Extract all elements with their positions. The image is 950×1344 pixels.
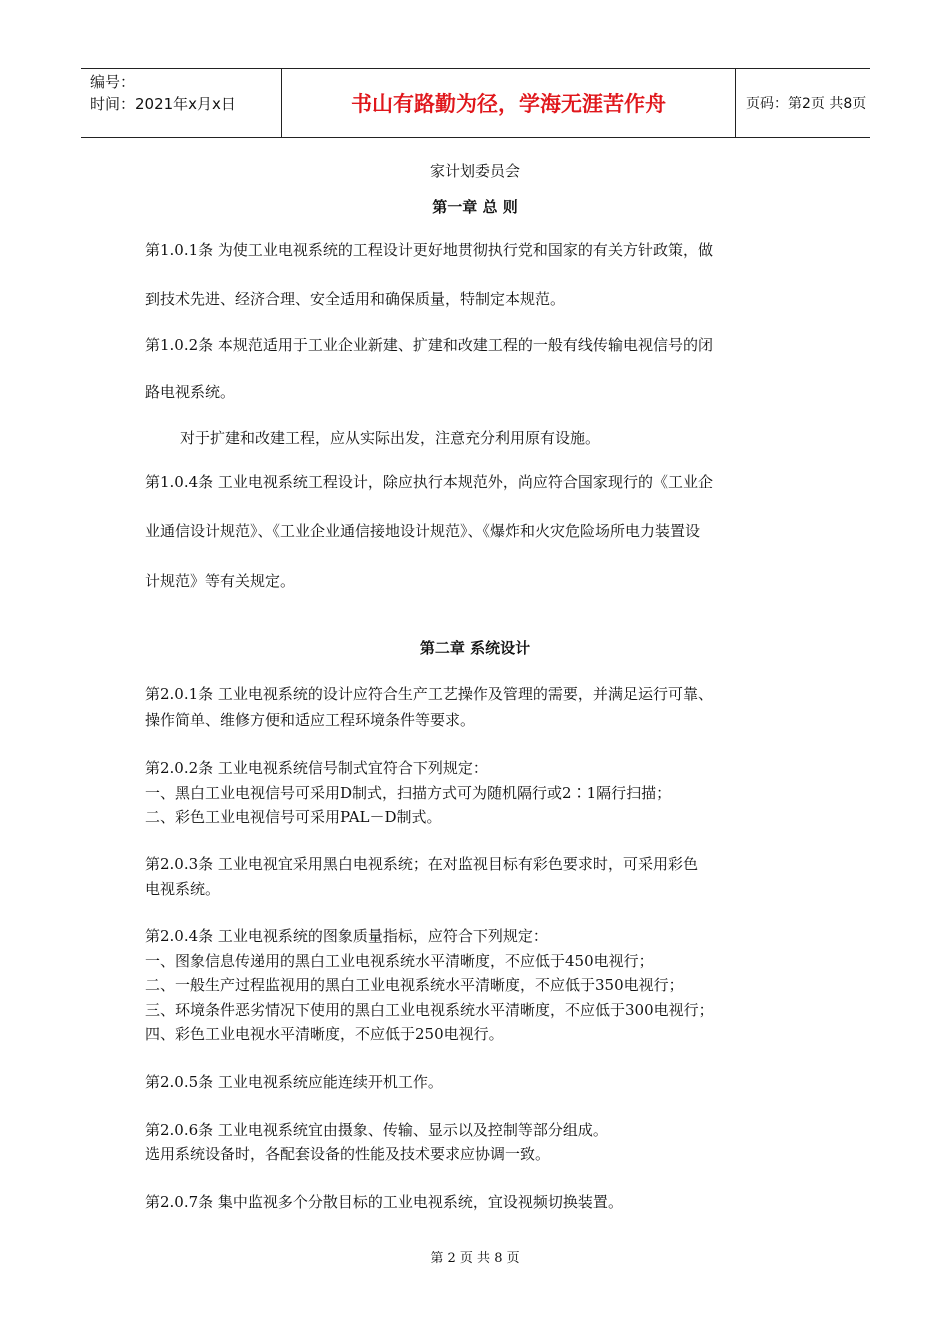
clause-1-0-4-line2: 业通信设计规范》、《工业企业通信接地设计规范》、《爆炸和火灾危险场所电力装置设: [145, 522, 701, 540]
page-footer: 第 2 页 共 8 页: [430, 1251, 520, 1266]
clause-2-0-2-line2: 一、黑白工业电视信号可采用D制式，扫描方式可为随机隔行或2∶1隔行扫描；: [145, 784, 672, 802]
clause-2-0-5: 第2.0.5条 工业电视系统应能连续开机工作。: [145, 1073, 443, 1091]
clause-1-0-1-line1: 第1.0.1条 为使工业电视系统的工程设计更好地贯彻执行党和国家的有关方针政策，做: [145, 241, 713, 259]
clause-1-0-3: 对于扩建和改建工程，应从实际出发，注意充分利用原有设施。: [180, 429, 601, 447]
clause-2-0-7: 第2.0.7条 集中监视多个分散目标的工业电视系统，宜设视频切换装置。: [145, 1193, 623, 1211]
clause-2-0-4-line1: 第2.0.4条 工业电视系统的图象质量指标，应符合下列规定：: [145, 927, 548, 945]
top-line: 家计划委员会: [429, 162, 520, 180]
clause-2-0-3-line1: 第2.0.3条 工业电视宜采用黑白电视系统；在对监视目标有彩色要求时，可采用彩色: [145, 855, 698, 873]
document-header: [81, 68, 870, 138]
clause-2-0-6-line1: 第2.0.6条 工业电视系统宜由摄象、传输、显示以及控制等部分组成。: [145, 1121, 608, 1139]
clause-2-0-1-line2: 操作简单、维修方便和适应工程环境条件等要求。: [145, 711, 476, 729]
clause-2-0-4-line3: 二、一般生产过程监视用的黑白工业电视系统水平清晰度，不应低于350电视行；: [145, 976, 684, 994]
clause-2-0-3-line2: 电视系统。: [145, 880, 221, 898]
clause-2-0-4-line5: 四、彩色工业电视水平清晰度，不应低于250电视行。: [145, 1025, 504, 1043]
clause-1-0-2-line1: 第1.0.2条 本规范适用于工业企业新建、扩建和改建工程的一般有线传输电视信号的闭: [145, 336, 713, 354]
clause-2-0-2-line3: 二、彩色工业电视信号可采用PAL－D制式。: [145, 808, 442, 826]
clause-2-0-4-line4: 三、环境条件恶劣情况下使用的黑白工业电视系统水平清晰度，不应低于300电视行；: [145, 1001, 714, 1019]
document-date-label: 时间：2021年x月x日: [90, 95, 236, 113]
clause-2-0-2-line1: 第2.0.2条 工业电视系统信号制式宜符合下列规定：: [145, 759, 488, 777]
clause-2-0-1-line1: 第2.0.1条 工业电视系统的设计应符合生产工艺操作及管理的需要，并满足运行可靠、: [145, 685, 713, 703]
header-motto: 书山有路勤为径，学海无涯苦作舟: [281, 69, 736, 137]
chapter1-title: 第一章 总 则: [432, 198, 518, 216]
clause-2-0-6-line2: 选用系统设备时，各配套设备的性能及技术要求应协调一致。: [145, 1145, 551, 1163]
chapter2-title: 第二章 系统设计: [419, 639, 531, 657]
header-page-info: 页码：第2页 共8页: [746, 96, 867, 112]
header-left-cell: [81, 69, 281, 137]
clause-2-0-4-line2: 一、图象信息传递用的黑白工业电视系统水平清晰度，不应低于450电视行；: [145, 952, 654, 970]
clause-1-0-4-line3: 计规范》等有关规定。: [145, 572, 296, 590]
clause-1-0-4-line1: 第1.0.4条 工业电视系统工程设计，除应执行本规范外，尚应符合国家现行的《工业企: [145, 473, 713, 491]
document-code-label: 编号：: [90, 73, 136, 91]
clause-1-0-1-line2: 到技术先进、经济合理、安全适用和确保质量，特制定本规范。: [145, 290, 566, 308]
clause-1-0-2-line2: 路电视系统。: [145, 383, 236, 401]
